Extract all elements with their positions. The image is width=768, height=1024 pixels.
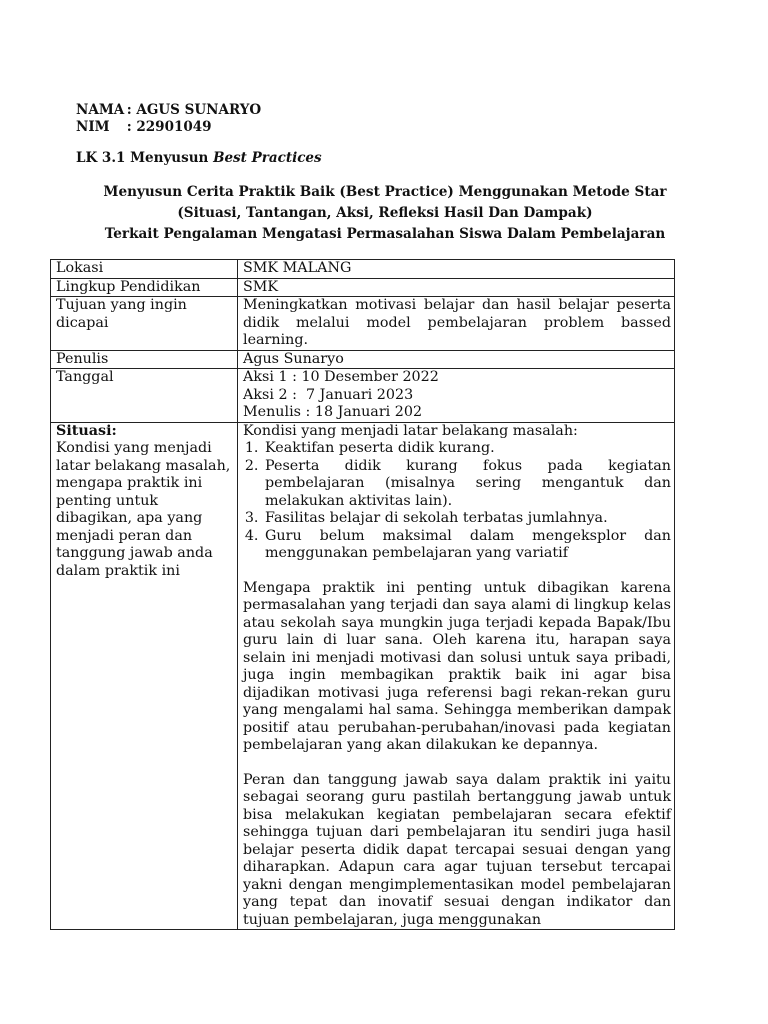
tanggal-label: Tanggal — [51, 369, 238, 423]
table-row — [51, 350, 675, 369]
title-line-3: Terkait Pengalaman Mengatasi Permasalahan Siswa Dalam Pembelajaran — [104, 226, 666, 242]
tanggal-value — [238, 369, 675, 423]
tujuan-value: Meningkatkan motivasi belajar dan hasil belajar peserta didik melalui model pembelajaran problem bassed learning. — [238, 297, 675, 351]
name-value: : AGUS SUNARYO — [126, 102, 262, 118]
lingkup-value: SMK — [238, 278, 675, 297]
worksheet-heading — [76, 150, 322, 166]
nim-row — [76, 119, 261, 136]
table-row — [51, 422, 675, 930]
best-practice-table — [50, 259, 675, 930]
nim-value: : 22901049 — [126, 119, 212, 135]
tanggal-line-2: Aksi 2 : 7 Januari 2023 — [243, 386, 414, 403]
lingkup-label: Lingkup Pendidikan — [51, 278, 238, 297]
lokasi-value: SMK MALANG — [238, 260, 675, 279]
list-item: 4. Guru belum maksimal dalam mengeksplor dan menggunakan pembelajaran yang variatif — [263, 528, 671, 563]
situasi-content-cell — [238, 422, 675, 930]
tanggal-line-1: Aksi 1 : 10 Desember 2022 — [243, 369, 439, 385]
situasi-paragraph-2: Peran dan tanggung jawab saya dalam praktik ini yaitu sebagai seorang guru pastilah bertanggung jawab untuk bisa melakukan kegiatan pembelajaran secara efektif sehingga tujuan dari pembelajaran itu sendiri juga hasil belajar peserta didik dapat tercapai sesuai dengan yang diharapkan. Adapun cara agar tujuan tersebut tercapai yakni dengan mengimplementasikan model pembelajaran yang tepat dan inovatif sesuai dengan indikator dan tujuan pembelajaran, juga menggunakan — [243, 771, 671, 928]
document-title — [50, 182, 720, 245]
title-line-1: Menyusun Cerita Praktik Baik (Best Practice) Menggunakan Metode Star — [103, 184, 667, 200]
situasi-intro: Kondisi yang menjadi latar belakang masalah: — [243, 422, 578, 439]
list-item: 1. Keaktifan peserta didik kurang. — [263, 440, 671, 458]
name-row — [76, 102, 261, 119]
worksheet-heading-prefix: LK 3.1 Menyusun — [76, 150, 214, 166]
table-row — [51, 369, 675, 423]
tujuan-label: Tujuan yang ingin dicapai — [51, 297, 238, 351]
penulis-value: Agus Sunaryo — [238, 350, 675, 369]
table-row — [51, 260, 675, 279]
situasi-paragraph-1: Mengapa praktik ini penting untuk dibagikan karena permasalahan yang terjadi dan saya alami di lingkup kelas atau sekolah saya mungkin juga terjadi kepada Bapak/Ibu guru lain di luar sana. Oleh karena itu, harapan saya selain ini menjadi motivasi dan solusi untuk saya pribadi, juga ingin membagikan praktik baik ini agar bisa dijadikan motivasi juga referensi bagi rekan-rekan guru yang mengalami hal sama. Sehingga memberikan dampak positif atau perubahan-perubahan/inovasi pada kegiatan pembelajaran yang akan dilakukan ke depannya. — [243, 579, 671, 753]
nim-label: NIM — [76, 119, 110, 135]
list-item: 3. Fasilitas belajar di sekolah terbatas jumlahnya. — [263, 510, 671, 528]
table-row — [51, 297, 675, 351]
tanggal-line-3: Menulis : 18 Januari 202 — [243, 404, 423, 420]
situasi-title: Situasi: — [56, 422, 117, 439]
spacer — [243, 755, 671, 772]
spacer — [243, 563, 671, 580]
identity-header — [76, 102, 261, 136]
table-row — [51, 278, 675, 297]
situasi-label-cell — [51, 422, 238, 930]
title-line-2: (Situasi, Tantangan, Aksi, Refleksi Hasil Dan Dampak) — [177, 205, 593, 221]
penulis-label: Penulis — [51, 350, 238, 369]
situasi-list — [243, 440, 671, 563]
name-label: NAMA — [76, 102, 125, 118]
list-item: 2. Peserta didik kurang fokus pada kegiatan pembelajaran (misalnya sering mengantuk dan melakukan aktivitas lain). — [263, 458, 671, 511]
lokasi-label: Lokasi — [51, 260, 238, 279]
situasi-description: Kondisi yang menjadi latar belakang masalah, mengapa praktik ini penting untuk dibagikan, apa yang menjadi peran dan tanggung jawab anda dalam praktik ini — [56, 440, 231, 579]
worksheet-heading-emphasis: Best Practices — [213, 150, 322, 166]
